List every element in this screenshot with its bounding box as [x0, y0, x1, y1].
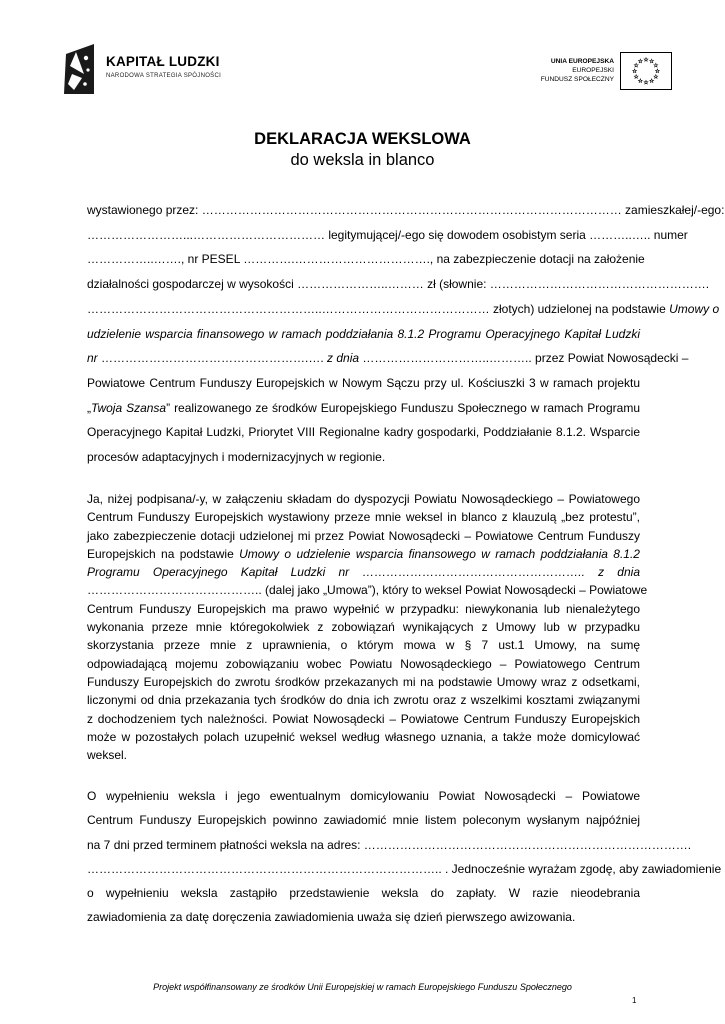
project-name: Twoja Szansa — [91, 400, 167, 415]
text-line: na 7 dni przed terminem płatności weksla na adres: ………………………………………………………………………. — [87, 837, 692, 852]
text-line: Powiatowe Centrum Funduszy Europejskich w Nowym Sączu przy ul. Kościuszki 3 w ramach projektu — [87, 375, 640, 390]
text-line: o wypełnieniu weksla zastąpiło przedstawienie weksla do zapłaty. W razie nieodebrania — [87, 886, 640, 901]
text-line: ……………..……., nr PESEL ………….……………………………., na zabezpieczenie dotacji na założenie — [87, 252, 645, 267]
text-line: Funduszy Europejskich do zwrotu środków przekazanych mi na podstawie Umowy wraz z odsetkami, — [87, 674, 640, 689]
text-line: …………………………………….. (dalej jako „Umowa”), który to weksel Powiat Nowosądecki – Powiatowe — [87, 583, 648, 598]
eu-star-icon — [654, 75, 658, 79]
paragraph-promissory-note — [87, 490, 648, 764]
text-segment: …………………………..……….. przez Powiat Nowosądecki – — [359, 351, 689, 366]
text-line: skorzystania przeze mnie z uprawnienia, o którym mowa w § 7 ust.1 Umowy, na sumę — [87, 638, 640, 653]
eu-star-icon — [634, 63, 638, 67]
text-line: ……………………...…………………………… legitymującej/-ego się dowodem osobistym seria ………..….. numer — [87, 227, 688, 242]
contract-title-italic: Umowy o — [669, 301, 720, 316]
eu-flag-icon — [620, 52, 672, 90]
text-segment: Europejskich na podstawie — [87, 546, 240, 561]
contract-nr-label: nr — [87, 351, 98, 366]
text-line: Centrum Funduszy Europejskich wystawiony przeze mnie weksel in blanco z klauzulą „bez protestu”, — [87, 510, 640, 525]
text-line: Centrum Funduszy Europejskich powinno zawiadomić mnie listem poleconym wysłanym najpóźniej — [87, 813, 640, 828]
text-line: wystawionego przez: …………………………………………………………………………………………… zamieszkałej/-ego: — [87, 203, 725, 217]
text-line: wykonania przeze mnie któregokolwiek z zobowiązań wynikających z Umowy lub w przypadku — [87, 620, 640, 635]
text-line: Operacyjnego Kapitał Ludzki, Priorytet VIII Regionalne kadry gospodarki, Poddziałanie 8.1.2. Wsparcie — [87, 425, 640, 440]
text-line: Centrum Funduszy Europejskich ma prawo wypełnić w przypadku: niewykonania lub nienależytego — [87, 601, 640, 616]
text-line — [87, 322, 640, 347]
paragraph-declaration-issuer — [87, 198, 725, 470]
eu-logo-line3: FUNDUSZ SPOŁECZNY — [540, 76, 614, 83]
text-line: jako zabezpieczenie dotacji udzielonej mi przez Powiat Nowosądecki – Powiatowe Centrum Funduszy — [87, 528, 640, 543]
quote-open: „ — [87, 400, 91, 415]
eu-star-icon — [638, 79, 642, 83]
eu-star-icon — [650, 79, 654, 83]
text-line — [87, 563, 640, 581]
logo-title: KAPITAŁ LUDZKI — [106, 54, 220, 69]
kapital-ludzki-logo — [62, 44, 262, 96]
contract-title-italic: Programu Operacyjnego Kapitał Ludzki nr ……………………………………………….. z dnia — [87, 565, 640, 580]
document-title: DEKLARACJA WEKSLOWA — [254, 130, 471, 148]
page-number: 1 — [632, 996, 637, 1005]
eu-star-icon — [655, 69, 659, 73]
eu-logo-line1: UNIA EUROPEJSKA — [550, 58, 614, 65]
contract-title-italic: udzielenie wsparcia finansowego w ramach poddziałania 8.1.2 Programu Operacyjnego Kapitał Ludzki — [87, 326, 640, 341]
text-line — [87, 297, 720, 322]
text-line — [87, 545, 640, 563]
eu-star-icon — [650, 59, 654, 63]
text-segment: …………………………………………………..…………………………………… złotych) udzielonej na podstawie — [87, 301, 666, 316]
eu-logo-line2: EUROPEJSKI — [572, 67, 614, 74]
text-line: zawiadomienia za datę doręczenia zawiadomienia uważa się dzień pierwszego awizowania. — [87, 910, 576, 925]
eu-logo-text — [541, 57, 614, 84]
eu-star-icon — [633, 69, 637, 73]
contract-title-italic: Umowy o udzielenie wsparcia finansowego w ramach poddziałania 8.1.2 — [239, 546, 640, 561]
kapital-ludzki-emblem-icon — [62, 44, 96, 94]
text-line: działalności gospodarczej w wysokości …………………..……… zł (słownie: ………………………………………………. — [87, 277, 710, 292]
eu-star-icon — [654, 63, 658, 67]
text-line: liczonymi od dnia przekazania tych środków do dnia ich zwrotu oraz z wszelkimi kosztami związanymi — [87, 693, 640, 708]
text-line: O wypełnieniu weksla i jego ewentualnym domicylowaniu Powiat Nowosądecki – Powiatowe — [87, 789, 640, 803]
document-subtitle: do weksla in blanco — [290, 151, 435, 169]
text-line: odpowiadającą mojemu zobowiązaniu wobec Powiatu Nowosądeckiego – Powiatowego Centrum — [87, 656, 640, 671]
eu-star-icon — [644, 58, 648, 62]
contract-nr-field: …………………………………………….…. — [97, 351, 328, 366]
text-line: może w pozostałych polach uzupełnić weksel według własnego uznania, a także może domicylować — [87, 729, 640, 744]
text-line: weksel. — [87, 748, 128, 763]
logo-subtitle: NARODOWA STRATEGIA SPÓJNOŚCI — [106, 73, 222, 79]
text-segment: ” realizowanego ze środków Europejskiego Funduszu Społecznego w ramach Programu — [166, 400, 640, 415]
text-line: z dochodzeniem tych należności. Powiat Nowosądecki – Powiatowe Centrum Funduszy Europejskich — [87, 711, 640, 726]
eu-star-icon — [638, 59, 642, 63]
text-line — [87, 346, 689, 371]
text-line: Ja, niżej podpisana/-y, w załączeniu składam do dyspozycji Powiatu Nowosądeckiego – Powiatowego — [87, 492, 640, 506]
footer-note: Projekt współfinansowany ze środków Unii Europejskiej w ramach Europejskiego Funduszu Społecznego — [153, 982, 572, 992]
eu-logo — [520, 52, 672, 92]
eu-star-icon — [634, 75, 638, 79]
text-line: …………………………………………………………………………….. . Jednocześnie wyrażam zgodę, aby zawiadomienie — [87, 861, 722, 876]
text-line: procesów adaptacyjnych i modernizacyjnych w regionie. — [87, 450, 386, 465]
eu-star-icon — [644, 80, 648, 84]
text-line — [87, 396, 640, 421]
contract-date-label: z dnia — [327, 351, 360, 366]
paragraph-notification — [87, 784, 722, 930]
